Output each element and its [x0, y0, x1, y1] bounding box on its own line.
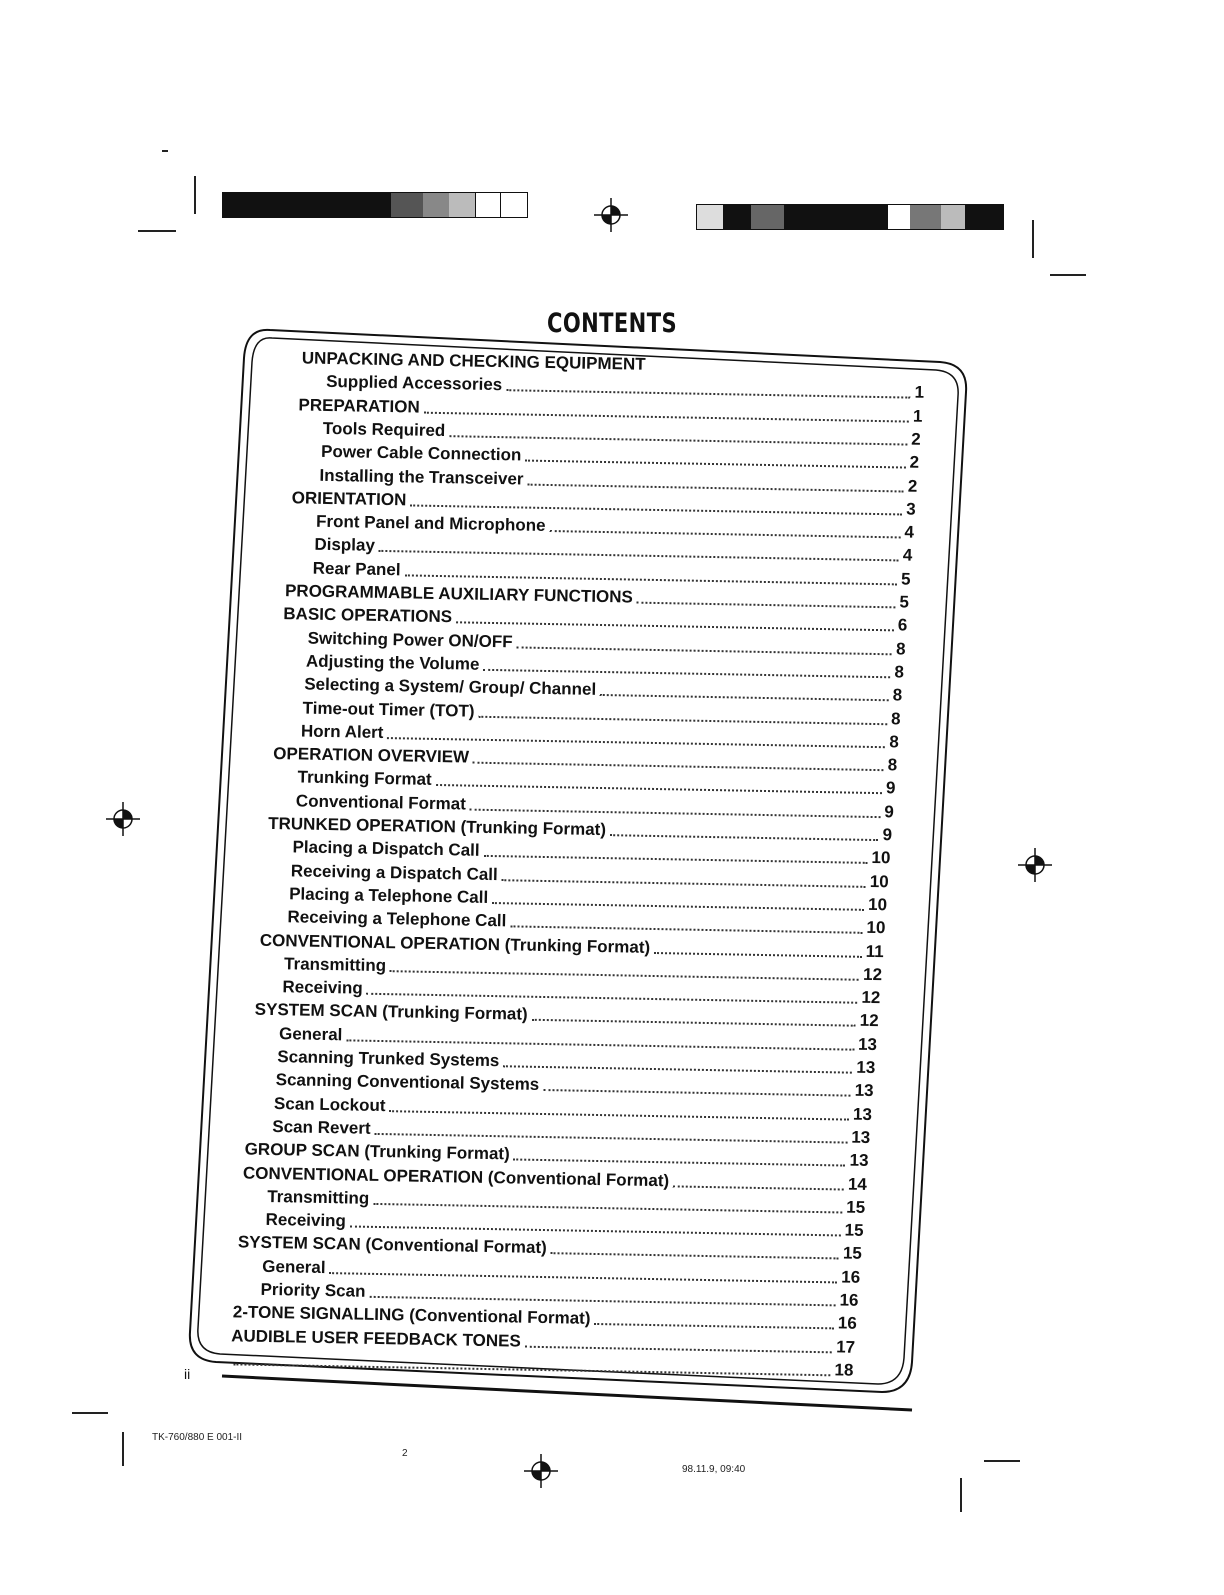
toc-entry-page: 18 — [830, 1360, 853, 1380]
toc-entry-page: 10 — [862, 918, 885, 938]
toc-entry-page: 5 — [895, 592, 909, 612]
toc-entry-label: Conventional Format — [296, 791, 470, 814]
toc-entry-label: General — [279, 1024, 347, 1045]
toc-entry-label: PREPARATION — [298, 395, 424, 417]
toc-entry-label: Trunking Format — [297, 768, 435, 791]
toc-entry-label: Time-out Timer (TOT) — [302, 698, 478, 721]
toc-entry-page: 12 — [857, 988, 880, 1008]
page-title: CONTENTS — [135, 308, 1090, 339]
toc-entry-label: ORIENTATION — [292, 488, 411, 510]
toc-entry-page: 15 — [839, 1244, 862, 1264]
toc-leader-dots — [673, 1185, 844, 1190]
toc-entry-page: 8 — [890, 662, 904, 682]
toc-entry-label: Display — [314, 535, 379, 556]
toc-entry-page: 5 — [897, 569, 911, 589]
toc-leader-dots — [532, 1019, 856, 1027]
toc-entry-page: 15 — [840, 1221, 863, 1241]
toc-leader-dots — [543, 1089, 851, 1097]
toc-entry-page: 13 — [851, 1081, 874, 1101]
toc-entry-label: GROUP SCAN (Trunking Format) — [244, 1140, 513, 1165]
toc-entry-page: 16 — [835, 1290, 858, 1310]
toc-entry-page: 13 — [854, 1034, 877, 1054]
toc-entry-label: Transmitting — [267, 1187, 373, 1209]
toc-entry-page: 2 — [905, 453, 919, 473]
toc-entry-label: SYSTEM SCAN (Trunking Format) — [255, 1000, 532, 1025]
toc-leader-dots — [600, 694, 889, 701]
toc-entry-label: Placing a Dispatch Call — [292, 838, 483, 861]
toc-entry-label: Scan Revert — [272, 1117, 375, 1139]
toc-entry-label: Receiving a Telephone Call — [287, 907, 510, 931]
toc-entry-page: 8 — [892, 639, 906, 659]
toc-entry-page: 13 — [847, 1127, 870, 1147]
toc-leader-dots — [525, 1345, 832, 1353]
toc-entry-page: 1 — [909, 406, 923, 426]
toc-leader-dots — [503, 1065, 852, 1073]
toc-entry-page: 10 — [867, 848, 890, 868]
toc-entry-label: Adjusting the Volume — [306, 651, 484, 674]
toc-entry-label: Installing the Transceiver — [319, 465, 527, 489]
toc-entry-label: TRUNKED OPERATION (Trunking Format) — [268, 814, 610, 840]
toc-leader-dots — [510, 926, 862, 934]
toc-entry-label: Front Panel and Microphone — [316, 512, 550, 536]
toc-entry-page: 13 — [845, 1151, 868, 1171]
toc-entry-label: Placing a Telephone Call — [289, 884, 492, 908]
toc-entry-page: 8 — [884, 755, 898, 775]
toc-entry-label: AUDIBLE USER FEEDBACK TONES — [231, 1326, 525, 1351]
toc-entry-label: Rear Panel — [313, 558, 405, 580]
toc-entry-label: Switching Power ON/OFF — [307, 628, 516, 652]
toc-entry-page: 4 — [900, 523, 914, 543]
toc-entry-label: 2-TONE SIGNALLING (Conventional Format) — [233, 1303, 595, 1330]
sheet-number: 2 — [402, 1448, 408, 1459]
toc-entry-page: 12 — [859, 965, 882, 985]
toc-entry-label: OPERATION OVERVIEW — [273, 744, 473, 768]
toc-entry-label: Selecting a System/ Group/ Channel — [304, 675, 600, 700]
toc-entry-label: CONVENTIONAL OPERATION (Conventional Format) — [243, 1163, 674, 1191]
toc-entry-page: 9 — [880, 802, 894, 822]
toc-entry-label: Supplied Accessories — [326, 372, 506, 395]
toc-entry-label: Receiving a Dispatch Call — [291, 861, 502, 885]
toc-entry-label: UNPACKING AND CHECKING EQUIPMENT — [302, 348, 650, 374]
print-stamp: 98.11.9, 09:40 — [682, 1464, 745, 1475]
toc-entry-label: Receiving — [282, 977, 367, 999]
toc-entry-page: 16 — [837, 1267, 860, 1287]
toc-entry-page: 8 — [885, 732, 899, 752]
toc-entry-label: Scanning Conventional Systems — [276, 1070, 544, 1095]
toc-leader-dots — [594, 1323, 833, 1329]
toc-entry-page: 3 — [902, 499, 916, 519]
model-code: TK-760/880 E 001-II — [152, 1432, 242, 1443]
toc-leader-dots — [233, 1363, 830, 1376]
toc-entry-page: 9 — [882, 779, 896, 799]
toc-entry-label: PROGRAMMABLE AUXILIARY FUNCTIONS — [285, 581, 637, 607]
toc-entry-label: SYSTEM SCAN (Conventional Format) — [238, 1233, 551, 1259]
toc-entry-page: 14 — [844, 1174, 867, 1194]
toc-entry-page: 15 — [842, 1197, 865, 1217]
toc-entry-label: Priority Scan — [260, 1280, 369, 1302]
toc-entry-page: 11 — [862, 941, 884, 961]
toc-entry-page: 10 — [866, 871, 889, 891]
toc-leader-dots — [654, 951, 862, 957]
toc-entry-page: 10 — [864, 895, 887, 915]
toc-entry-label: Receiving — [265, 1210, 350, 1232]
toc-leader-dots — [610, 834, 879, 841]
toc-entry-page: 16 — [834, 1314, 857, 1334]
toc-leader-dots — [637, 602, 896, 609]
toc-entry-page: 4 — [899, 546, 913, 566]
toc-entry-label: Horn Alert — [301, 721, 388, 743]
toc-entry-page: 17 — [832, 1337, 855, 1357]
toc-entry-page: 8 — [887, 709, 901, 729]
toc-entry-label: CONVENTIONAL OPERATION (Trunking Format) — [260, 930, 655, 957]
toc-entry-page: 8 — [889, 685, 903, 705]
toc-leader-dots — [514, 1159, 846, 1167]
toc-entry-page: 9 — [878, 825, 892, 845]
toc-leader-dots — [551, 1253, 839, 1260]
toc-entry-label: Scanning Trunked Systems — [277, 1047, 503, 1071]
toc-entry-label: General — [262, 1257, 330, 1278]
toc-entry-page: 13 — [852, 1058, 875, 1078]
toc-entry-page: 2 — [904, 476, 918, 496]
page-marker: ii — [184, 1366, 190, 1382]
toc-entry-label: Power Cable Connection — [321, 442, 526, 466]
toc-entry-page: 2 — [907, 429, 921, 449]
toc-entry-page: 12 — [856, 1011, 879, 1031]
toc-entry-label: Scan Lockout — [274, 1094, 390, 1116]
toc-entry-page: 1 — [910, 383, 924, 403]
toc-entry-label: BASIC OPERATIONS — [283, 604, 456, 627]
toc-entry-page: 13 — [849, 1104, 872, 1124]
toc-entry-label: Tools Required — [323, 419, 450, 441]
toc-leader-dots — [549, 530, 900, 538]
toc-entry-label: Transmitting — [284, 954, 390, 976]
toc-entry-page: 6 — [894, 616, 908, 636]
